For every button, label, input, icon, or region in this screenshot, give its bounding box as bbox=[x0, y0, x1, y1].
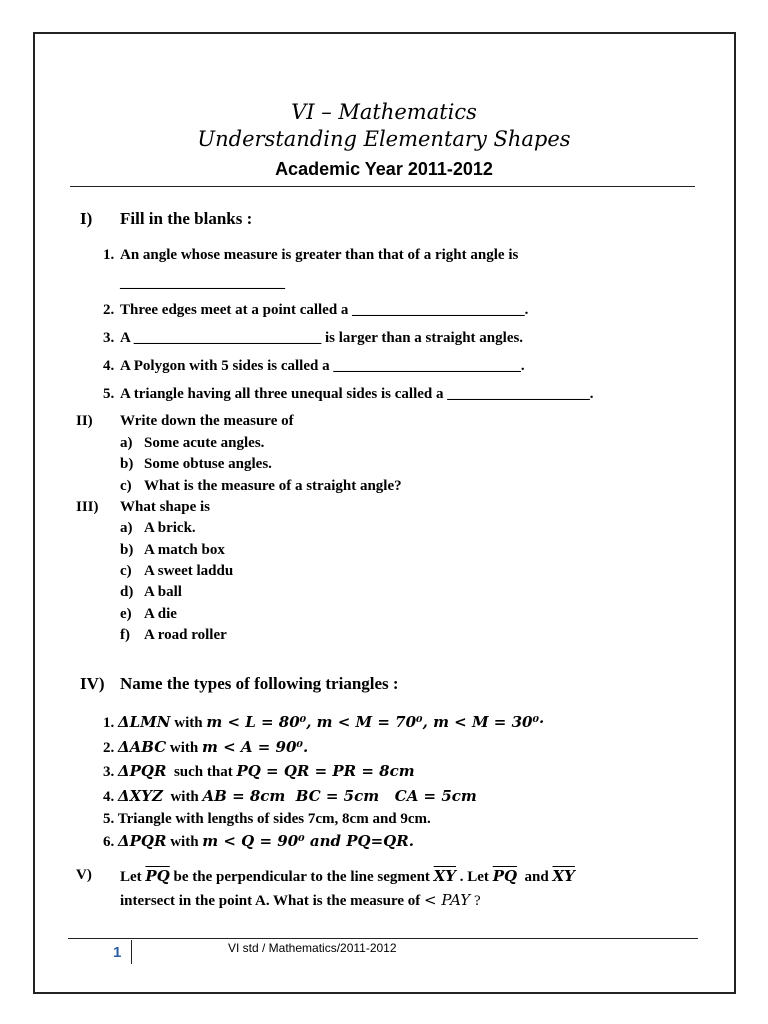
s5-segment-pq-2: $\overline{PQ}$ bbox=[492, 867, 518, 885]
s1-item-1-text: An angle whose measure is greater than that of a right angle is bbox=[120, 247, 519, 263]
s4-item-4 bbox=[103, 787, 477, 806]
s4-item-3-triangle: ΔPQR bbox=[118, 762, 167, 780]
s1-item-1-blank: ______________________ bbox=[120, 275, 285, 291]
s4-item-1-with: with bbox=[170, 715, 207, 731]
title-line-1: VI – Mathematics bbox=[291, 100, 477, 124]
s4-item-1 bbox=[103, 713, 544, 732]
footer-separator bbox=[131, 940, 132, 964]
section-2-number: II) bbox=[76, 413, 93, 429]
s1-item-2-num: 2. bbox=[103, 302, 115, 318]
s1-item-3-num: 3. bbox=[103, 330, 115, 346]
s5-text-5: intersect in the point A. What is the measure of bbox=[120, 893, 425, 909]
s4-item-4-triangle: ΔXYZ bbox=[118, 787, 163, 805]
s4-item-5-text: Triangle with lengths of sides 7cm, 8cm and 9cm. bbox=[117, 811, 431, 827]
s1-item-3-text: A _________________________ is larger than a straight angles. bbox=[120, 330, 524, 346]
s4-item-6-with: with bbox=[166, 834, 203, 850]
s3-item-b-text: A match box bbox=[144, 542, 225, 558]
s3-item-a-text: A brick. bbox=[144, 520, 196, 536]
s2-item-b-num: b) bbox=[120, 456, 134, 472]
s3-item-d-text: A ball bbox=[144, 584, 182, 600]
s3-item-b-num: b) bbox=[120, 542, 134, 558]
s2-item-a-text: Some acute angles. bbox=[144, 435, 265, 451]
title-line-2: Understanding Elementary Shapes bbox=[197, 127, 571, 151]
s5-text-3: . Let bbox=[456, 869, 493, 885]
header-divider bbox=[70, 186, 695, 187]
s1-item-2-text: Three edges meet at a point called a _______________________. bbox=[120, 302, 529, 318]
academic-year: Academic Year 2011-2012 bbox=[275, 159, 493, 179]
s4-item-1-triangle: ΔLMN bbox=[118, 713, 171, 731]
s5-angle-pay: < PAY bbox=[424, 891, 471, 909]
page-number: 1 bbox=[113, 944, 122, 961]
footer-divider bbox=[68, 938, 698, 939]
section-3-number: III) bbox=[76, 499, 99, 515]
s4-item-3-condition: PQ = QR = PR = 8cm bbox=[236, 762, 415, 780]
s4-item-2 bbox=[103, 738, 308, 757]
s1-item-5-num: 5. bbox=[103, 386, 115, 402]
s5-text-1: Let bbox=[120, 869, 146, 885]
s4-item-1-num: 1. bbox=[103, 715, 115, 731]
section-1-number: I) bbox=[80, 209, 93, 228]
s3-item-a-num: a) bbox=[120, 520, 133, 536]
s2-item-b-text: Some obtuse angles. bbox=[144, 456, 272, 472]
s5-segment-xy-2: $\overline{XY}$ bbox=[552, 867, 575, 885]
s3-item-f-text: A road roller bbox=[144, 627, 227, 643]
s2-item-c-num: c) bbox=[120, 478, 132, 494]
s4-item-5 bbox=[103, 811, 431, 828]
s4-item-2-with: with bbox=[166, 740, 203, 756]
s4-item-2-triangle: ΔABC bbox=[118, 738, 167, 756]
section-2-heading: Write down the measure of bbox=[120, 413, 294, 429]
s1-item-4-text: A Polygon with 5 sides is called a _________________________. bbox=[120, 358, 525, 374]
s4-item-6-condition: m < Q = 90⁰ and PQ=QR. bbox=[202, 832, 414, 850]
s4-item-4-num: 4. bbox=[103, 789, 115, 805]
s1-item-1-num: 1. bbox=[103, 247, 115, 263]
s3-item-c-text: A sweet laddu bbox=[144, 563, 234, 579]
s3-item-e-text: A die bbox=[144, 606, 177, 622]
section-3-heading: What shape is bbox=[120, 499, 211, 515]
s5-line-2 bbox=[120, 891, 481, 910]
s5-segment-pq: $\overline{PQ}$ bbox=[145, 867, 170, 885]
s5-segment-xy: $\overline{XY}$ bbox=[433, 867, 457, 885]
section-4-number: IV) bbox=[80, 674, 105, 693]
s4-item-6-num: 6. bbox=[103, 834, 115, 850]
s2-item-a-num: a) bbox=[120, 435, 133, 451]
s1-item-5-text: A triangle having all three unequal sides is called a ___________________. bbox=[120, 386, 594, 402]
s4-item-4-with: with bbox=[162, 789, 203, 805]
s5-text-6: ? bbox=[470, 893, 481, 909]
s4-item-2-condition: m < A = 90⁰. bbox=[202, 738, 309, 756]
footer-text: VI std / Mathematics/2011-2012 bbox=[228, 941, 397, 955]
s4-item-3-with: such that bbox=[166, 764, 237, 780]
s5-text-4: and bbox=[517, 869, 553, 885]
s3-item-c-num: c) bbox=[120, 563, 132, 579]
s3-item-e-num: e) bbox=[120, 606, 132, 622]
s2-item-c-text: What is the measure of a straight angle? bbox=[144, 478, 402, 494]
s4-item-6-triangle: ΔPQR bbox=[118, 832, 167, 850]
s4-item-3-num: 3. bbox=[103, 764, 115, 780]
s4-item-6 bbox=[103, 832, 414, 851]
s3-item-f-num: f) bbox=[120, 627, 130, 643]
s4-item-4-condition: AB = 8cm BC = 5cm CA = 5cm bbox=[202, 787, 477, 805]
s4-item-2-num: 2. bbox=[103, 740, 115, 756]
section-5-number: V) bbox=[76, 867, 92, 883]
s5-text-2: be the perpendicular to the line segment bbox=[169, 869, 434, 885]
section-1-heading: Fill in the blanks : bbox=[120, 209, 253, 228]
s4-item-1-condition: m < L = 80⁰, m < M = 70⁰, m < M = 30⁰· bbox=[206, 713, 545, 731]
s5-line-1 bbox=[120, 867, 575, 886]
s1-item-4-num: 4. bbox=[103, 358, 115, 374]
s3-item-d-num: d) bbox=[120, 584, 134, 600]
s4-item-3 bbox=[103, 762, 415, 781]
s4-item-5-num: 5. bbox=[103, 811, 115, 827]
section-4-heading: Name the types of following triangles : bbox=[120, 674, 399, 693]
